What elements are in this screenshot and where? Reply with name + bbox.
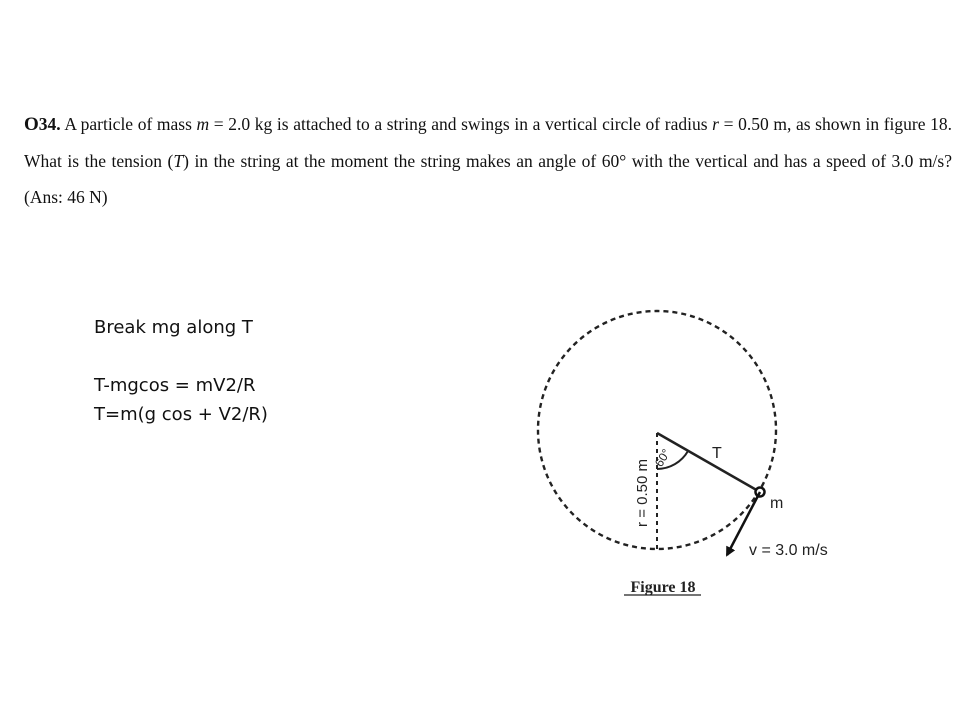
- solution-notes: [94, 313, 268, 429]
- note-line-3: T=m(g cos + V2/R): [94, 404, 268, 425]
- question-marker: O: [24, 114, 39, 135]
- angle-label: 60°: [651, 446, 674, 470]
- radius-symbol: r: [712, 114, 719, 134]
- mass-symbol: m: [196, 114, 210, 134]
- question-number: 34.: [38, 114, 61, 134]
- question-part-1: A particle of mass: [60, 114, 197, 134]
- radius-label: r = 0.50 m: [634, 459, 651, 527]
- note-gap: [94, 342, 268, 371]
- note-line-2: T-mgcos = mV2/R: [94, 375, 256, 396]
- figure-caption: Figure 18: [630, 579, 696, 596]
- note-line-1: Break mg along T: [94, 317, 253, 338]
- figure-18: [520, 300, 880, 610]
- tension-label: T: [712, 445, 722, 462]
- question-part-2: = 2.0 kg is attached to a string and swings in a vertical circle of radius: [209, 114, 713, 134]
- mass-label: m: [770, 495, 784, 512]
- string-line: [657, 433, 760, 492]
- question-part-3: = 0.50 m, as shown in figure 18. What is the tension (: [24, 114, 952, 171]
- circle-diagram: [520, 300, 880, 610]
- question-text: [24, 106, 952, 215]
- tension-symbol: T: [173, 151, 184, 171]
- question-part-4: ) in the string at the moment the string makes an angle of 60° with the vertical and has a speed of 3.0 m/s? (Ans: 46 N): [24, 151, 952, 207]
- velocity-label: v = 3.0 m/s: [749, 542, 828, 559]
